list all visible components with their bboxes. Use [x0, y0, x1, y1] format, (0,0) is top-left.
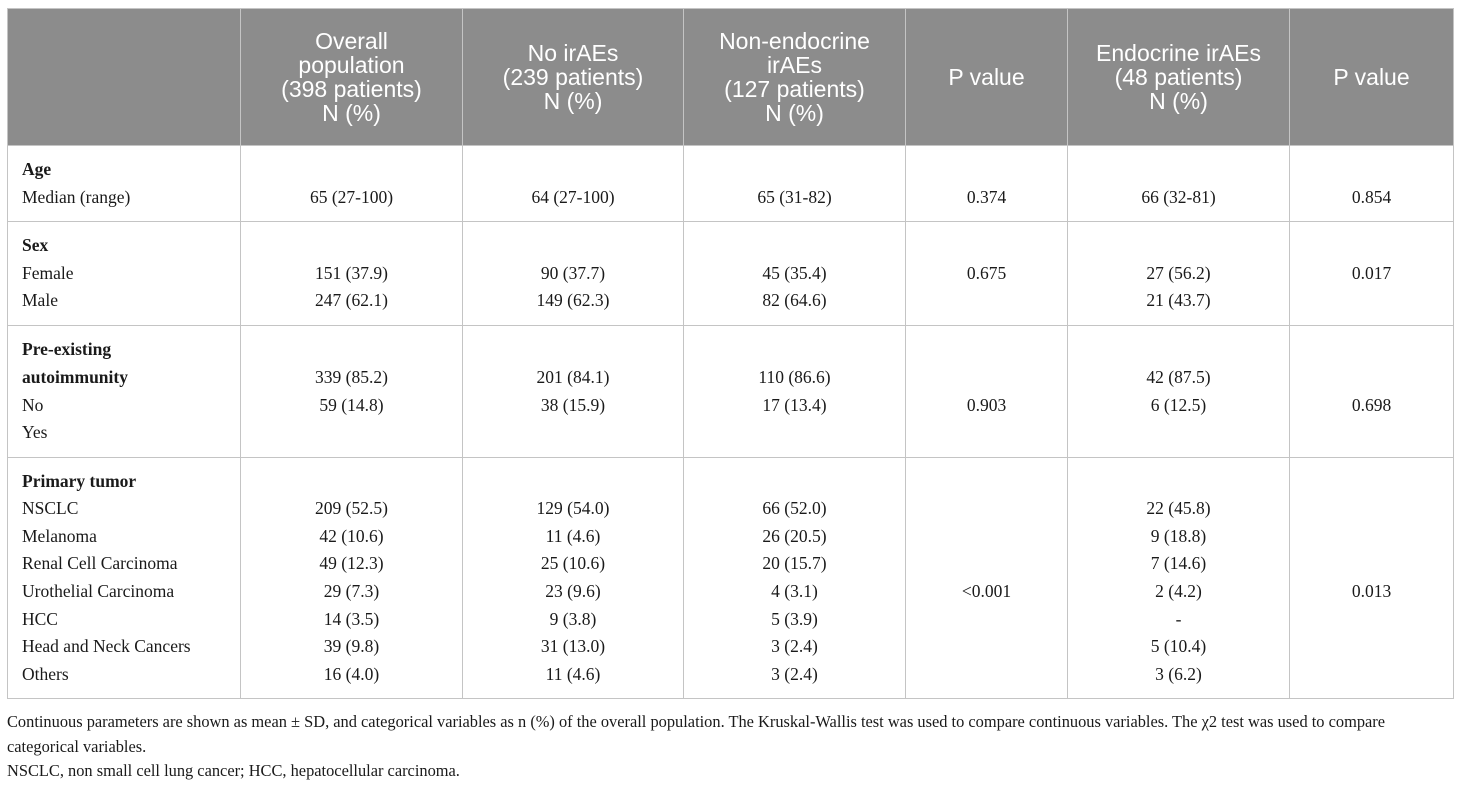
age-non-endocrine-cell: 65 (31-82) — [684, 146, 906, 222]
row-primary-tumor — [8, 458, 1454, 699]
section-title-primary-tumor: Primary tumor — [22, 470, 137, 491]
tumor-overall-cell: 209 (52.5) 42 (10.6) 49 (12.3) 29 (7.3) 14 (3.5) 39 (9.8) 16 (4.0) — [241, 458, 463, 699]
header-blank — [8, 9, 241, 146]
sex-overall-cell: 151 (37.9) 247 (62.1) — [241, 222, 463, 326]
sex-p-value-1: 0.675 — [906, 222, 1068, 326]
sex-p-value-2: 0.017 — [1290, 222, 1454, 326]
age-no-iraes-cell: 64 (27-100) — [463, 146, 684, 222]
preexisting-non-endocrine-cell: 110 (86.6) 17 (13.4) — [684, 326, 906, 458]
row-preexisting-autoimmunity — [8, 326, 1454, 458]
age-label-cell: Age Median (range) — [8, 146, 241, 222]
table-footnotes — [7, 710, 1455, 784]
age-p-value-1: 0.374 — [906, 146, 1068, 222]
sex-endocrine-cell: 27 (56.2) 21 (43.7) — [1068, 222, 1290, 326]
tumor-no-iraes-cell: 129 (54.0) 11 (4.6) 25 (10.6) 23 (9.6) 9 (3.8) 31 (13.0) 11 (4.6) — [463, 458, 684, 699]
tumor-label-cell: Primary tumor NSCLC Melanoma Renal Cell Carcinoma Urothelial Carcinoma HCC Head and Neck Cancers Others — [8, 458, 241, 699]
row-sex — [8, 222, 1454, 326]
header-overall-population: Overall population (398 patients) N (%) — [241, 9, 463, 146]
row-age — [8, 146, 1454, 222]
header-non-endocrine-iraes: Non-endocrine irAEs (127 patients) N (%) — [684, 9, 906, 146]
header-no-iraes: No irAEs (239 patients) N (%) — [463, 9, 684, 146]
section-title-sex: Sex — [22, 235, 49, 256]
age-overall-cell: 65 (27-100) — [241, 146, 463, 222]
header-p-value-1: P value — [906, 9, 1068, 146]
sex-non-endocrine-cell: 45 (35.4) 82 (64.6) — [684, 222, 906, 326]
preexisting-label-cell: Pre-existing autoimmunity No Yes — [8, 326, 241, 458]
tumor-endocrine-cell: 22 (45.8) 9 (18.8) 7 (14.6) 2 (4.2) - 5 (10.4) 3 (6.2) — [1068, 458, 1290, 699]
age-endocrine-cell: 66 (32-81) — [1068, 146, 1290, 222]
section-title-age: Age — [22, 158, 52, 179]
footnote-abbreviations: NSCLC, non small cell lung cancer; HCC, hepatocellular carcinoma. — [7, 761, 460, 780]
sex-label-cell: Sex Female Male — [8, 222, 241, 326]
header-p-value-2: P value — [1290, 9, 1454, 146]
preexisting-overall-cell: 339 (85.2) 59 (14.8) — [241, 326, 463, 458]
tumor-p-value-2: 0.013 — [1290, 458, 1454, 699]
tumor-p-value-1: <0.001 — [906, 458, 1068, 699]
footnote-methods: Continuous parameters are shown as mean ± SD, and categorical variables as n (%) of the overall population. The Kruskal-Wallis test was used to compare continuous variables. The χ2 test was used to compare categorical variables. — [7, 712, 1386, 756]
section-title-preexisting: Pre-existing — [22, 339, 112, 360]
patient-characteristics-table — [7, 8, 1454, 699]
age-p-value-2: 0.854 — [1290, 146, 1454, 222]
header-row — [8, 9, 1454, 146]
preexisting-no-iraes-cell: 201 (84.1) 38 (15.9) — [463, 326, 684, 458]
preexisting-p-value-2: 0.698 — [1290, 326, 1454, 458]
tumor-non-endocrine-cell: 66 (52.0) 26 (20.5) 20 (15.7) 4 (3.1) 5 (3.9) 3 (2.4) 3 (2.4) — [684, 458, 906, 699]
header-endocrine-iraes: Endocrine irAEs (48 patients) N (%) — [1068, 9, 1290, 146]
preexisting-p-value-1: 0.903 — [906, 326, 1068, 458]
preexisting-endocrine-cell: 42 (87.5) 6 (12.5) — [1068, 326, 1290, 458]
sex-no-iraes-cell: 90 (37.7) 149 (62.3) — [463, 222, 684, 326]
